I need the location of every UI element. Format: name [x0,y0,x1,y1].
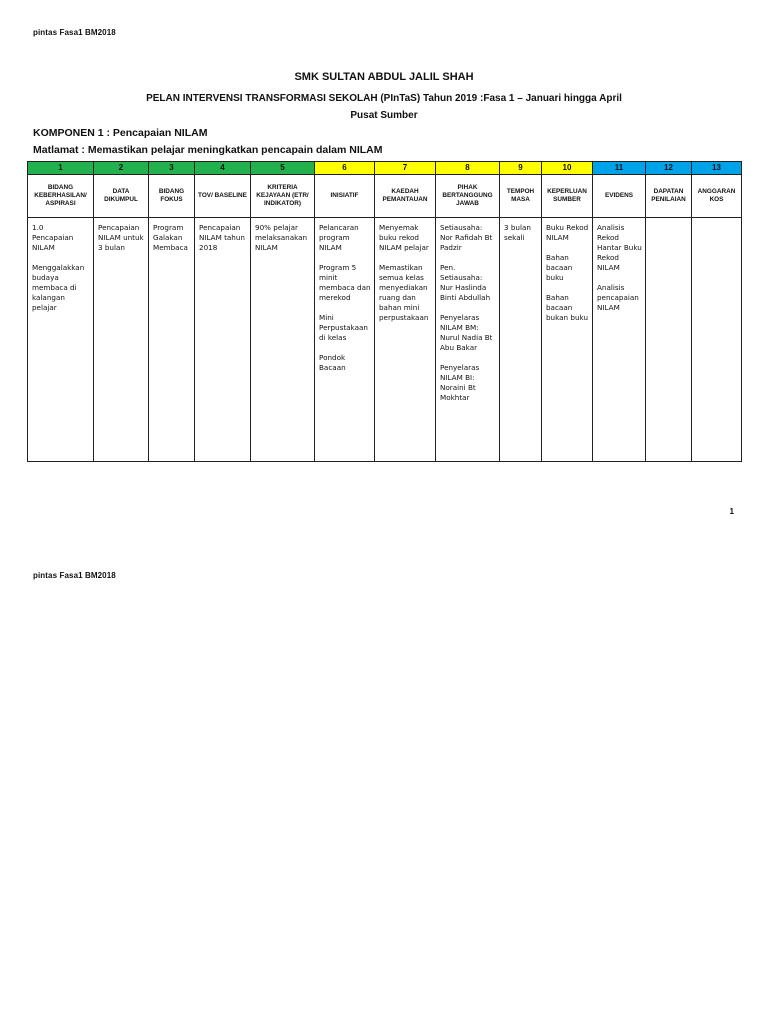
column-header-row [28,175,742,218]
cell-paragraph: Menyemak buku rekod NILAM pelajar [379,223,429,252]
cell-paragraph: Penyelaras NILAM BI: Noraini Bt Mokhtar [440,363,480,402]
table-cell-11 [593,218,646,462]
column-number-7: 7 [375,162,436,175]
table-cell-10 [542,218,593,462]
objective-label: Matlamat : Memastikan pelajar meningkatkan pencapain dalam NILAM [33,144,383,156]
column-number-10: 10 [542,162,593,175]
cell-paragraph: Memastikan semua kelas menyediakan ruang dan bahan mini perpustakaan [379,263,429,322]
table-row [28,218,742,462]
cell-paragraph: Analisis Rekod Hantar Buku Rekod NILAM [597,223,642,272]
cell-paragraph: Mini Perpustakaan di kelas [319,313,368,342]
column-header-11: EVIDENS [593,175,646,218]
page-header-note: pintas Fasa1 BM2018 [33,28,116,37]
column-header-8: PIHAK BERTANGGUNG JAWAB [436,175,500,218]
column-number-12: 12 [646,162,692,175]
cell-paragraph: Buku Rekod NILAM [546,223,589,242]
cell-paragraph: Menggalakkan budaya membaca di kalangan pelajar [32,263,85,312]
cell-paragraph: 1.0 Pencapaian NILAM [32,223,74,252]
table-cell-7 [375,218,436,462]
table-cell-6 [315,218,375,462]
column-number-6: 6 [315,162,375,175]
component-label: KOMPONEN 1 : Pencapaian NILAM [33,127,208,139]
cell-paragraph: Pondok Bacaan [319,353,346,372]
page-footer-note: pintas Fasa1 BM2018 [33,571,116,580]
column-header-7: KAEDAH PEMANTAUAN [375,175,436,218]
table-cell-1 [28,218,94,462]
cell-paragraph: Analisis pencapaian NILAM [597,283,639,312]
cell-paragraph: 90% pelajar melaksanakan NILAM [255,223,308,252]
column-number-8: 8 [436,162,500,175]
cell-paragraph: Program Galakan Membaca [153,223,188,252]
column-header-10: KEPERLUAN SUMBER [542,175,593,218]
column-header-3: BIDANG FOKUS [149,175,195,218]
cell-paragraph: Bahan bacaan buku [546,253,573,282]
cell-paragraph: Setiausaha: Nor Rafidah Bt Padzir [440,223,493,252]
unit-title: Pusat Sumber [350,110,418,121]
table-cell-2 [94,218,149,462]
table-cell-13 [692,218,742,462]
cell-paragraph: Pen. Setiausaha: Nur Haslinda Binti Abdullah [440,263,491,302]
column-number-1: 1 [28,162,94,175]
cell-paragraph: Pencapaian NILAM untuk 3 bulan [98,223,144,252]
table-cell-8 [436,218,500,462]
column-number-11: 11 [593,162,646,175]
school-title: SMK SULTAN ABDUL JALIL SHAH [294,71,474,83]
column-header-9: TEMPOH MASA [500,175,542,218]
cell-paragraph: 3 bulan sekali [504,223,531,242]
cell-paragraph: Bahan bacaan bukan buku [546,293,589,322]
cell-paragraph: Program 5 minit membaca dan merekod [319,263,371,302]
column-number-13: 13 [692,162,742,175]
table-cell-9 [500,218,542,462]
plan-title: PELAN INTERVENSI TRANSFORMASI SEKOLAH (PInTaS) Tahun 2019 :Fasa 1 – Januari hingga April [146,93,622,104]
column-number-2: 2 [94,162,149,175]
cell-paragraph: Pencapaian NILAM tahun 2018 [199,223,245,252]
table-cell-3 [149,218,195,462]
page-number: 1 [729,507,734,516]
column-header-12: DAPATAN PENILAIAN [646,175,692,218]
column-number-4: 4 [195,162,251,175]
table-cell-12 [646,218,692,462]
column-header-4: TOV/ BASELINE [195,175,251,218]
column-number-3: 3 [149,162,195,175]
column-number-row [28,162,742,175]
column-header-5: KRITERIA KEJAYAAN (ETR/ INDIKATOR) [251,175,315,218]
column-header-6: INISIATIF [315,175,375,218]
table-cell-5 [251,218,315,462]
column-number-9: 9 [500,162,542,175]
cell-paragraph: Penyelaras NILAM BM: Nurul Nadia Bt Abu Bakar [440,313,493,352]
column-header-1: BIDANG KEBERHASILAN/ ASPIRASI [28,175,94,218]
column-number-5: 5 [251,162,315,175]
column-header-13: ANGGARAN KOS [692,175,742,218]
table-cell-4 [195,218,251,462]
cell-paragraph: Pelancaran program NILAM [319,223,359,252]
column-header-2: DATA DIKUMPUL [94,175,149,218]
intervention-table [27,161,742,462]
